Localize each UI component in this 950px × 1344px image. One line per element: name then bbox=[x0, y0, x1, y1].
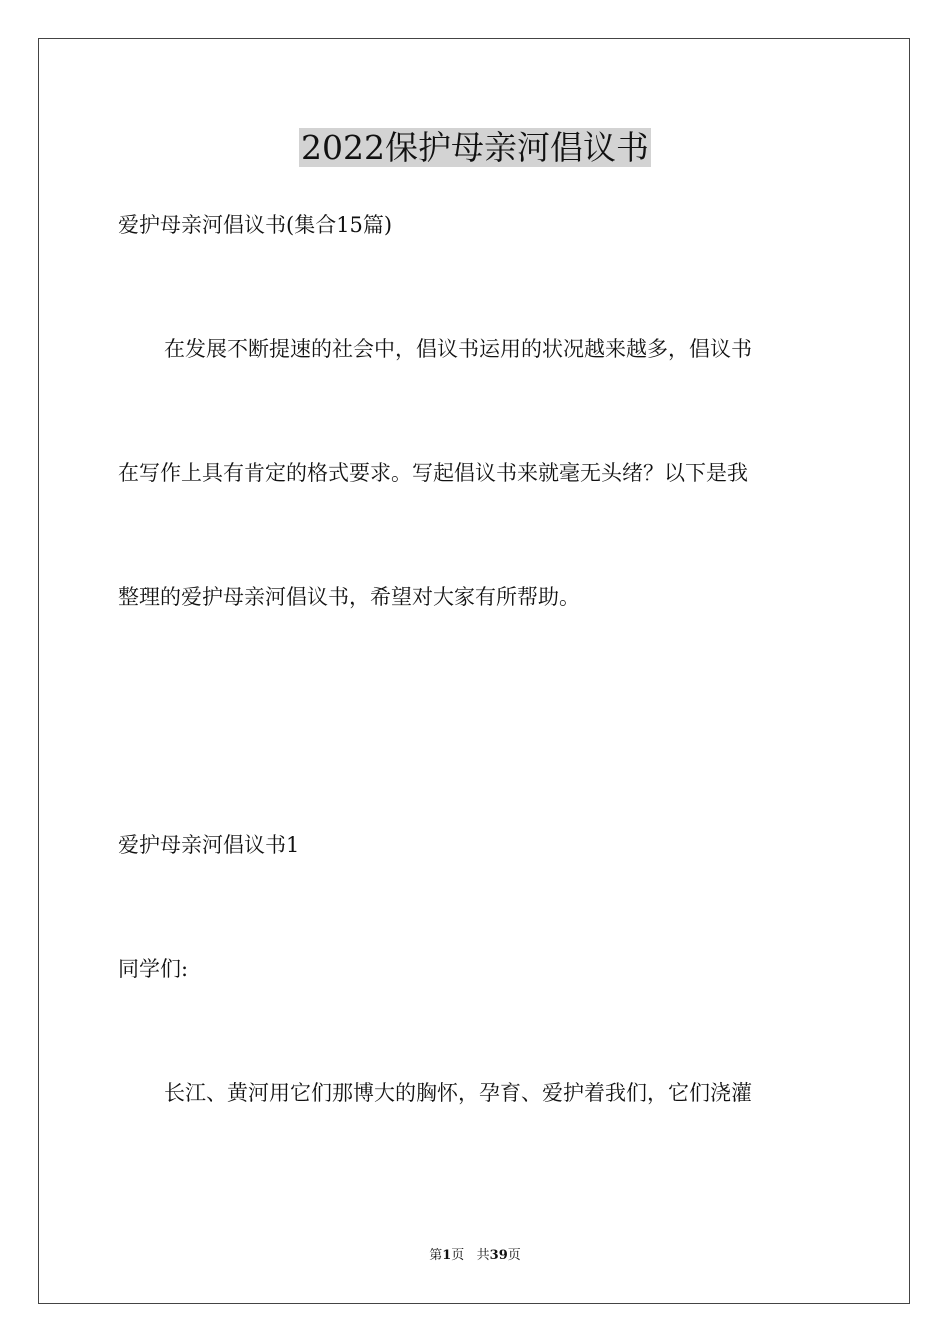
document-title bbox=[0, 126, 950, 170]
footer-page-prefix: 第 bbox=[429, 1248, 443, 1263]
intro-paragraph-line-3: 整理的爱护母亲河倡议书，希望对大家有所帮助。 bbox=[118, 585, 580, 609]
intro-paragraph-line-1: 在发展不断提速的社会中，倡议书运用的状况越来越多，倡议书 bbox=[164, 337, 752, 361]
section-heading: 爱护母亲河倡议书1 bbox=[118, 833, 300, 857]
page-footer bbox=[0, 1247, 950, 1265]
document-subtitle: 爱护母亲河倡议书(集合15篇) bbox=[118, 213, 393, 237]
intro-paragraph-line-2: 在写作上具有肯定的格式要求。写起倡议书来就毫无头绪？以下是我 bbox=[118, 461, 748, 485]
footer-total-suffix: 页 bbox=[507, 1248, 521, 1263]
title-text: 2022保护母亲河倡议书 bbox=[301, 128, 649, 167]
footer-page-number: 1 bbox=[442, 1248, 452, 1263]
footer-page-suffix: 页 共 bbox=[451, 1248, 490, 1263]
salutation: 同学们: bbox=[118, 957, 189, 981]
body-paragraph-line-1: 长江、黄河用它们那博大的胸怀，孕育、爱护着我们，它们浇灌 bbox=[164, 1081, 752, 1105]
footer-total-pages: 39 bbox=[489, 1248, 508, 1263]
